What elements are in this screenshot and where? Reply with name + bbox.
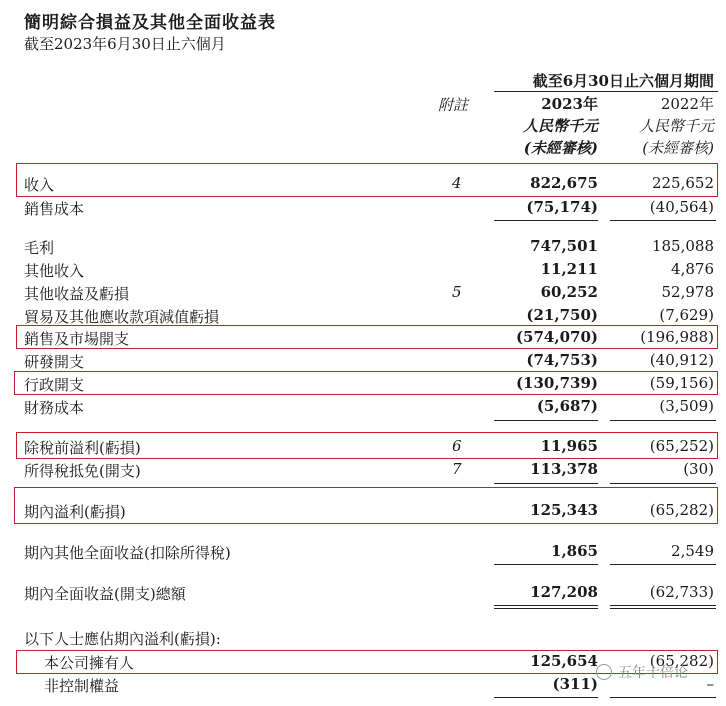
highlight-box-revenue bbox=[16, 163, 718, 197]
table-row bbox=[0, 259, 726, 281]
value-2023: (130,739) bbox=[515, 374, 598, 392]
audit-2022-header: (未經審核) bbox=[642, 139, 714, 157]
table-row bbox=[0, 541, 726, 563]
highlight-box-selling-expenses bbox=[16, 325, 718, 349]
value-2022: (40,912) bbox=[649, 351, 714, 369]
row-note: 4 bbox=[452, 174, 462, 192]
highlight-box-period-profit bbox=[14, 487, 718, 524]
value-2023: 60,252 bbox=[540, 283, 598, 301]
value-2022: (30) bbox=[683, 460, 714, 478]
row-label: 財務成本 bbox=[24, 399, 85, 417]
subtotal-rule bbox=[610, 564, 716, 565]
subtotal-rule bbox=[494, 564, 598, 565]
subtotal-rule bbox=[494, 420, 598, 421]
row-label: 以下人士應佔期內溢利(虧損): bbox=[24, 630, 221, 648]
subtotal-rule bbox=[494, 483, 598, 484]
table-row bbox=[0, 305, 726, 327]
value-2022: (65,282) bbox=[649, 501, 714, 519]
row-label: 本公司擁有人 bbox=[44, 654, 135, 672]
row-note: 7 bbox=[452, 460, 462, 478]
value-2023: (21,750) bbox=[526, 306, 598, 324]
year-2023-header: 2023年 bbox=[541, 95, 598, 113]
value-2023: 113,378 bbox=[530, 460, 598, 478]
total-rule bbox=[494, 608, 598, 609]
row-label: 收入 bbox=[24, 176, 55, 194]
row-label: 所得稅抵免(開支) bbox=[24, 462, 141, 480]
table-row bbox=[0, 282, 726, 304]
value-2022: 52,978 bbox=[661, 283, 714, 301]
value-2023: (75,174) bbox=[526, 198, 598, 216]
subtotal-rule bbox=[610, 697, 716, 698]
value-2023: 747,501 bbox=[530, 237, 598, 255]
row-label: 行政開支 bbox=[24, 376, 85, 394]
value-2023: 11,211 bbox=[540, 260, 598, 278]
value-2022: (3,509) bbox=[659, 397, 714, 415]
value-2022: – bbox=[706, 675, 714, 693]
row-label: 期內溢利(虧損) bbox=[24, 503, 126, 521]
value-2022: 225,652 bbox=[651, 174, 714, 192]
row-label: 非控制權益 bbox=[44, 677, 120, 695]
highlight-box-profit-before-tax bbox=[16, 432, 718, 459]
watermark-icon bbox=[596, 664, 612, 680]
subtotal-rule bbox=[494, 697, 598, 698]
row-label: 銷售成本 bbox=[24, 200, 85, 218]
value-2023: 127,208 bbox=[530, 583, 598, 601]
row-label: 其他收益及虧損 bbox=[24, 285, 130, 303]
value-2022: (196,988) bbox=[640, 328, 714, 346]
value-2022: (40,564) bbox=[649, 198, 714, 216]
row-label: 毛利 bbox=[24, 239, 55, 257]
total-rule bbox=[494, 605, 598, 606]
row-note: 6 bbox=[452, 437, 462, 455]
value-2023: (574,070) bbox=[515, 328, 598, 346]
subtotal-rule bbox=[494, 220, 598, 221]
row-label: 貿易及其他應收款項減值虧損 bbox=[24, 308, 220, 326]
value-2022: (62,733) bbox=[649, 583, 714, 601]
table-row bbox=[0, 627, 726, 649]
subtotal-rule bbox=[610, 483, 716, 484]
table-row bbox=[0, 396, 726, 418]
statement-title: 簡明綜合損益及其他全面收益表 bbox=[24, 13, 276, 33]
watermark bbox=[596, 662, 688, 682]
note-column-header: 附註 bbox=[438, 96, 469, 114]
period-header: 截至6月30日止六個月期間 bbox=[532, 72, 714, 90]
row-label: 其他收入 bbox=[24, 262, 85, 280]
table-row bbox=[0, 236, 726, 258]
audit-2023-header: (未經審核) bbox=[523, 139, 598, 157]
watermark-text: 五年十倍论 bbox=[618, 665, 688, 681]
value-2022: (59,156) bbox=[649, 374, 714, 392]
value-2022: 185,088 bbox=[651, 237, 714, 255]
subtotal-rule bbox=[610, 220, 716, 221]
subtotal-rule bbox=[610, 420, 716, 421]
period-header-rule bbox=[494, 91, 718, 92]
table-row bbox=[0, 582, 726, 604]
statement-subtitle: 截至2023年6月30日止六個月 bbox=[24, 35, 226, 53]
value-2023: 822,675 bbox=[530, 174, 598, 192]
value-2023: (74,753) bbox=[526, 351, 598, 369]
row-label: 期內全面收益(開支)總額 bbox=[24, 585, 186, 603]
total-rule bbox=[610, 605, 716, 606]
row-note: 5 bbox=[452, 283, 462, 301]
value-2022: (65,252) bbox=[649, 437, 714, 455]
value-2023: 125,343 bbox=[530, 501, 598, 519]
value-2022: 2,549 bbox=[671, 542, 714, 560]
unit-2023-header: 人民幣千元 bbox=[522, 117, 598, 135]
value-2022: (7,629) bbox=[659, 306, 714, 324]
value-2022: 4,876 bbox=[671, 260, 714, 278]
value-2023: 1,865 bbox=[551, 542, 598, 560]
value-2022: (65,282) bbox=[649, 652, 714, 670]
highlight-box-admin-expenses bbox=[14, 371, 718, 395]
value-2023: 11,965 bbox=[540, 437, 598, 455]
row-label: 研發開支 bbox=[24, 353, 85, 371]
value-2023: (5,687) bbox=[536, 397, 598, 415]
row-label: 除稅前溢利(虧損) bbox=[24, 439, 141, 457]
unit-2022-header: 人民幣千元 bbox=[638, 117, 714, 135]
table-row bbox=[0, 350, 726, 372]
total-rule bbox=[610, 608, 716, 609]
year-2022-header: 2022年 bbox=[660, 95, 714, 113]
table-row bbox=[0, 197, 726, 219]
table-row bbox=[0, 459, 726, 481]
row-label: 期內其他全面收益(扣除所得稅) bbox=[24, 544, 231, 562]
value-2023: (311) bbox=[552, 675, 598, 693]
value-2023: 125,654 bbox=[530, 652, 598, 670]
row-label: 銷售及市場開支 bbox=[24, 330, 130, 348]
